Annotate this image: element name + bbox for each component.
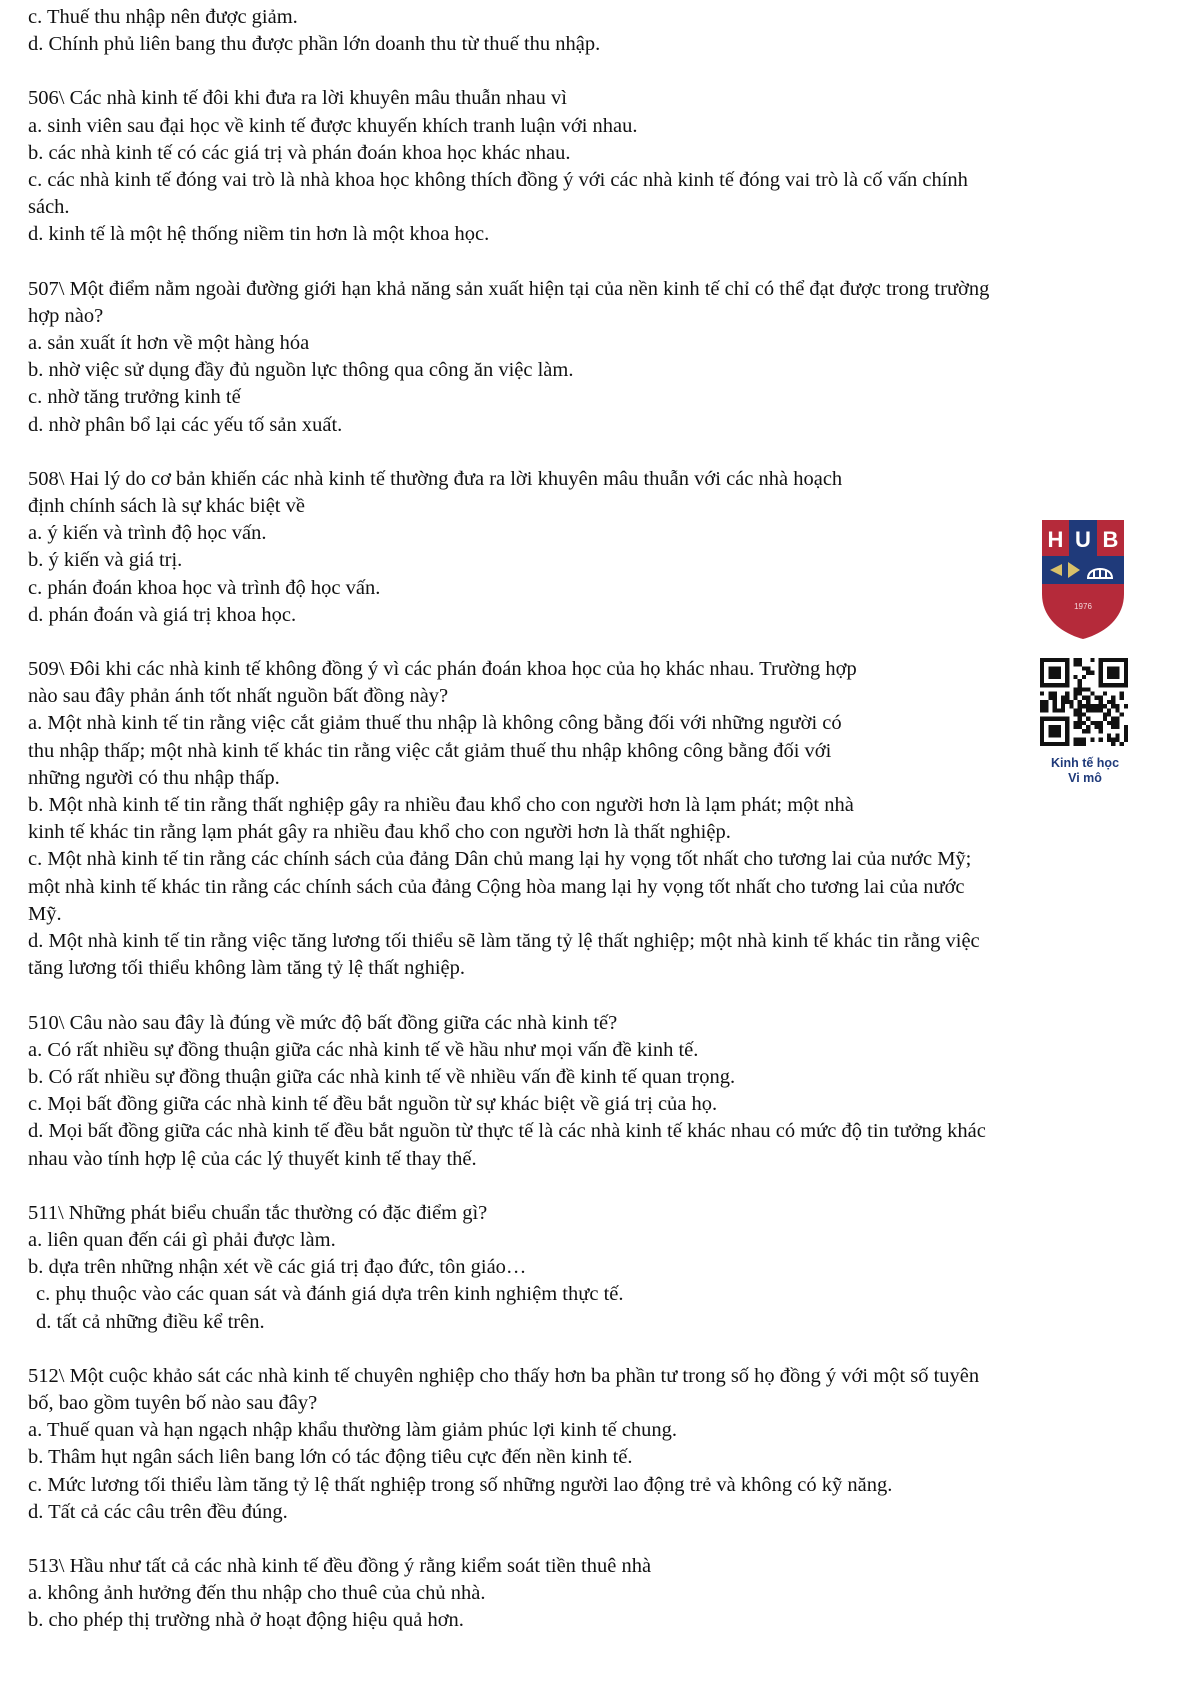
option-d: d. Một nhà kinh tế tin rằng việc tăng lương tối thiểu sẽ làm tăng tỷ lệ thất nghiệp; một nhà kinh tế khác tin rằng việc xyxy=(28,930,980,953)
option-c: c. Mức lương tối thiểu làm tăng tỷ lệ thất nghiệp trong số những người lao động trẻ và không có kỹ năng. xyxy=(28,1473,893,1496)
question-stem-cont: nào sau đây phản ánh tốt nhất nguồn bất đồng này? xyxy=(28,685,449,708)
question-stem: 509\ Đôi khi các nhà kinh tế không đồng ý vì các phán đoán khoa học của họ khác nhau. Trường hợp xyxy=(28,658,857,681)
logo-letter-u: U xyxy=(1075,527,1091,552)
option-c-cont: Mỹ. xyxy=(28,902,62,925)
qr-caption-line1: Kinh tế học xyxy=(1050,756,1120,770)
option-a-cont: thu nhập thấp; một nhà kinh tế khác tin rằng việc cắt giảm thuế thu nhập không công bằng đối với xyxy=(28,739,832,762)
question-stem: 513\ Hầu như tất cả các nhà kinh tế đều đồng ý rằng kiểm soát tiền thuê nhà xyxy=(28,1554,652,1577)
option-c: c. nhờ tăng trưởng kinh tế xyxy=(28,386,241,409)
option-c: c. phụ thuộc vào các quan sát và đánh giá dựa trên kinh nghiệm thực tế. xyxy=(36,1283,624,1306)
option-a: a. sinh viên sau đại học về kinh tế được khuyến khích tranh luận với nhau. xyxy=(28,114,638,137)
question-511 xyxy=(28,1200,1168,1336)
option-d: d. phán đoán và giá trị khoa học. xyxy=(28,603,297,626)
option-d-cont: tăng lương tối thiểu không làm tăng tỷ lệ thất nghiệp. xyxy=(28,957,466,980)
qr-caption xyxy=(1030,756,1140,786)
option-c: c. phán đoán khoa học và trình độ học vấn. xyxy=(28,576,381,599)
option-a: a. ý kiến và trình độ học vấn. xyxy=(28,522,267,545)
question-stem-cont: hợp nào? xyxy=(28,304,104,327)
option-c: c. Một nhà kinh tế tin rằng các chính sách của đảng Dân chủ mang lại hy vọng tốt nhất cho tương lai của nước Mỹ; xyxy=(28,848,972,871)
option-b: b. Thâm hụt ngân sách liên bang lớn có tác động tiêu cực đến nền kinh tế. xyxy=(28,1446,633,1469)
option-d: d. nhờ phân bổ lại các yếu tố sản xuất. xyxy=(28,413,343,436)
option-d: d. Tất cả các câu trên đều đúng. xyxy=(28,1500,288,1523)
question-stem: 506\ Các nhà kinh tế đôi khi đưa ra lời khuyên mâu thuẫn nhau vì xyxy=(28,87,567,110)
question-508 xyxy=(28,466,1168,629)
logo-letter-h: H xyxy=(1047,527,1064,552)
option-d: d. kinh tế là một hệ thống niềm tin hơn là một khoa học. xyxy=(28,223,490,246)
option-a: a. Một nhà kinh tế tin rằng việc cắt giảm thuế thu nhập là không công bằng đối với những người có xyxy=(28,712,842,735)
logo-letter-b: B xyxy=(1102,527,1119,552)
logo-year: 1976 xyxy=(1074,602,1092,611)
question-513 xyxy=(28,1553,1168,1635)
option-c: c. các nhà kinh tế đóng vai trò là nhà khoa học không thích đồng ý với các nhà kinh tế đóng vai trò là cố vấn chính xyxy=(28,169,968,192)
option-c-cont: sách. xyxy=(28,196,70,219)
question-stem: 512\ Một cuộc khảo sát các nhà kinh tế chuyên nghiệp cho thấy hơn ba phần tư trong số họ đồng ý với một số tuyên xyxy=(28,1364,980,1387)
question-510 xyxy=(28,1010,1168,1173)
question-507 xyxy=(28,276,1168,439)
option-c-cont: một nhà kinh tế khác tin rằng các chính sách của đảng Cộng hòa mang lại hy vọng tốt nhất cho tương lai của nước xyxy=(28,875,965,898)
option-d: d. tất cả những điều kể trên. xyxy=(36,1310,265,1333)
option-a: a. không ảnh hưởng đến thu nhập cho thuê của chủ nhà. xyxy=(28,1582,486,1605)
question-506 xyxy=(28,85,1168,248)
question-509 xyxy=(28,656,1168,982)
question-stem: 507\ Một điểm nằm ngoài đường giới hạn khả năng sản xuất hiện tại của nền kinh tế chỉ có thể đạt được trong trường xyxy=(28,277,990,300)
option-b: b. dựa trên những nhận xét về các giá trị đạo đức, tôn giáo… xyxy=(28,1256,527,1279)
option-b: b. nhờ việc sử dụng đầy đủ nguồn lực thông qua công ăn việc làm. xyxy=(28,359,574,382)
option-d: d. Mọi bất đồng giữa các nhà kinh tế đều bắt nguồn từ thực tế là các nhà kinh tế khác nhau có mức độ tin tưởng khác xyxy=(28,1120,986,1143)
option-a: a. Thuế quan và hạn ngạch nhập khẩu thường làm giảm phúc lợi kinh tế chung. xyxy=(28,1419,677,1442)
option-a: a. liên quan đến cái gì phải được làm. xyxy=(28,1228,336,1251)
option-c: c. Mọi bất đồng giữa các nhà kinh tế đều bắt nguồn từ sự khác biệt về giá trị của họ. xyxy=(28,1093,718,1116)
option-c-prev: c. Thuế thu nhập nên được giảm. xyxy=(28,6,298,28)
qr-code-icon[interactable] xyxy=(1040,658,1128,746)
question-stem: 511\ Những phát biểu chuẩn tắc thường có đặc điểm gì? xyxy=(28,1201,488,1224)
option-a-cont: những người có thu nhập thấp. xyxy=(28,766,280,789)
option-d-prev: d. Chính phủ liên bang thu được phần lớn doanh thu từ thuế thu nhập. xyxy=(28,33,601,56)
question-stem: 510\ Câu nào sau đây là đúng về mức độ bất đồng giữa các nhà kinh tế? xyxy=(28,1011,618,1034)
option-b: b. ý kiến và giá trị. xyxy=(28,549,183,572)
option-a: a. Có rất nhiều sự đồng thuận giữa các nhà kinh tế về hầu như mọi vấn đề kinh tế. xyxy=(28,1038,699,1061)
option-d-cont: nhau vào tính hợp lệ của các lý thuyết kinh tế thay thế. xyxy=(28,1147,477,1170)
option-b: b. các nhà kinh tế có các giá trị và phán đoán khoa học khác nhau. xyxy=(28,141,571,164)
hub-logo xyxy=(1038,516,1128,641)
option-b: b. cho phép thị trường nhà ở hoạt động hiệu quả hơn. xyxy=(28,1609,464,1632)
question-column xyxy=(28,4,1168,1635)
option-b-cont: kinh tế khác tin rằng lạm phát gây ra nhiều đau khổ cho con người hơn là thất nghiệp. xyxy=(28,821,731,844)
option-a: a. sản xuất ít hơn về một hàng hóa xyxy=(28,332,310,355)
question-stem-cont: bố, bao gồm tuyên bố nào sau đây? xyxy=(28,1391,318,1414)
question-stem-cont: định chính sách là sự khác biệt về xyxy=(28,495,305,518)
option-b: b. Có rất nhiều sự đồng thuận giữa các nhà kinh tế về nhiều vấn đề kinh tế quan trọng. xyxy=(28,1065,736,1088)
option-b: b. Một nhà kinh tế tin rằng thất nghiệp gây ra nhiều đau khổ cho con người hơn là lạm phát; một nhà xyxy=(28,794,854,817)
question-512 xyxy=(28,1363,1168,1526)
question-stem: 508\ Hai lý do cơ bản khiến các nhà kinh tế thường đưa ra lời khuyên mâu thuẫn với các nhà hoạch xyxy=(28,467,843,490)
qr-caption-line2: Vi mô xyxy=(1068,771,1102,785)
